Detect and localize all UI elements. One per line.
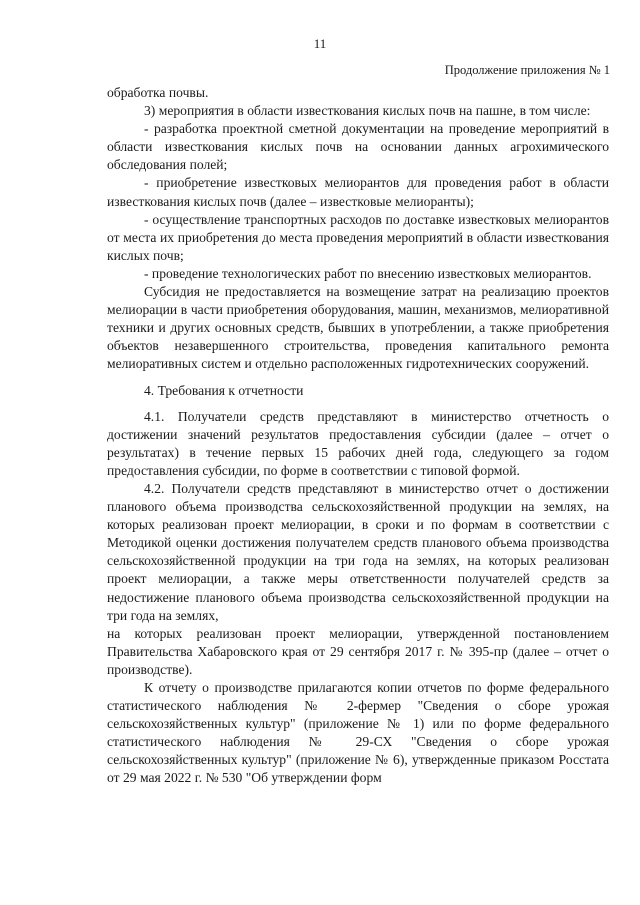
list-item-design-documentation: - разработка проектной сметной документации на проведение мероприятий в области известкования кислых почв на основании данных агрохимического обследования полей; [107,121,609,173]
appendix-continuation-note: Продолжение приложения № 1 [444,63,610,77]
paragraph-subsidy-exclusions: Субсидия не предоставляется на возмещение затрат на реализацию проектов мелиорации в части приобретения оборудования, машин, механизмов, мелиоративной техники и других основных средств, бывших в употреблении, а также приобретения объектов незавершенного строительства, проведения капитального ремонта мелиоративных систем и отдельно расположенных гидротехнических сооружений. [107,284,609,372]
list-item-ameliorants-purchase: - приобретение известковых мелиорантов для проведения работ в области известкования кислых почв (далее – известковые мелиоранты); [107,175,609,209]
list-item-transport-costs: - осуществление транспортных расходов по доставке известковых мелиорантов от места их приобретения до места проведения мероприятий в области известкования кислых почв; [107,211,609,263]
paragraph-liming-measures: 3) мероприятия в области известкования кислых почв на пашне, в том числе: [144,103,591,119]
paragraph-4-1: 4.1. Получатели средств представляют в министерство отчетность о достижении значений результатов предоставления субсидии (далее – отчет о результатах) в течение первых 15 рабочих дней года, следующего за годом предоставления субсидии, по форме в соответствии с типовой формой. [107,408,609,478]
paragraph-report-attachments: К отчету о производстве прилагаются копии отчетов по форме федерального статистического наблюдения № 2-фермер "Сведения о сборе урожая сельскохозяйственных культур" (приложение № 1) или по форме федерального статистического наблюдения № 29-СХ "Сведения о сборе урожая сельскохозяйственных культур" (приложение № 6), утвержденные приказом Росстата от 29 мая 2022 г. № 530 "Об утверждении форм [107,680,609,786]
paragraph-4-2: 4.2. Получатели средств представляют в министерство отчет о достижении планового объема производства сельскохозяйственной продукции на землях, на которых реализован проект мелиорации, в сроки и по формам в соответствии с Методикой оценки достижения получателем средств планового объема производства сельскохозяйственной продукции на три года на землях, на которых реализован проект мелиорации, а также меры ответственности получателей средств за недостижение планового объема производства сельскохозяйственной продукции на три года на землях, [107,480,609,623]
paragraph-continuation: обработка почвы. [107,85,209,100]
paragraph-4-2-continued: на которых реализован проект мелиорации, утвержденной постановлением Правительства Хабаровского края от 29 сентября 2017 г. № 395-пр (далее – отчет о производстве). [107,625,609,677]
document-body [107,84,609,788]
list-item-technological-works: - проведение технологических работ по внесению известковых мелиорантов. [144,265,592,281]
section-heading-reporting: 4. Требования к отчетности [144,382,304,398]
page-number: 11 [313,36,327,51]
